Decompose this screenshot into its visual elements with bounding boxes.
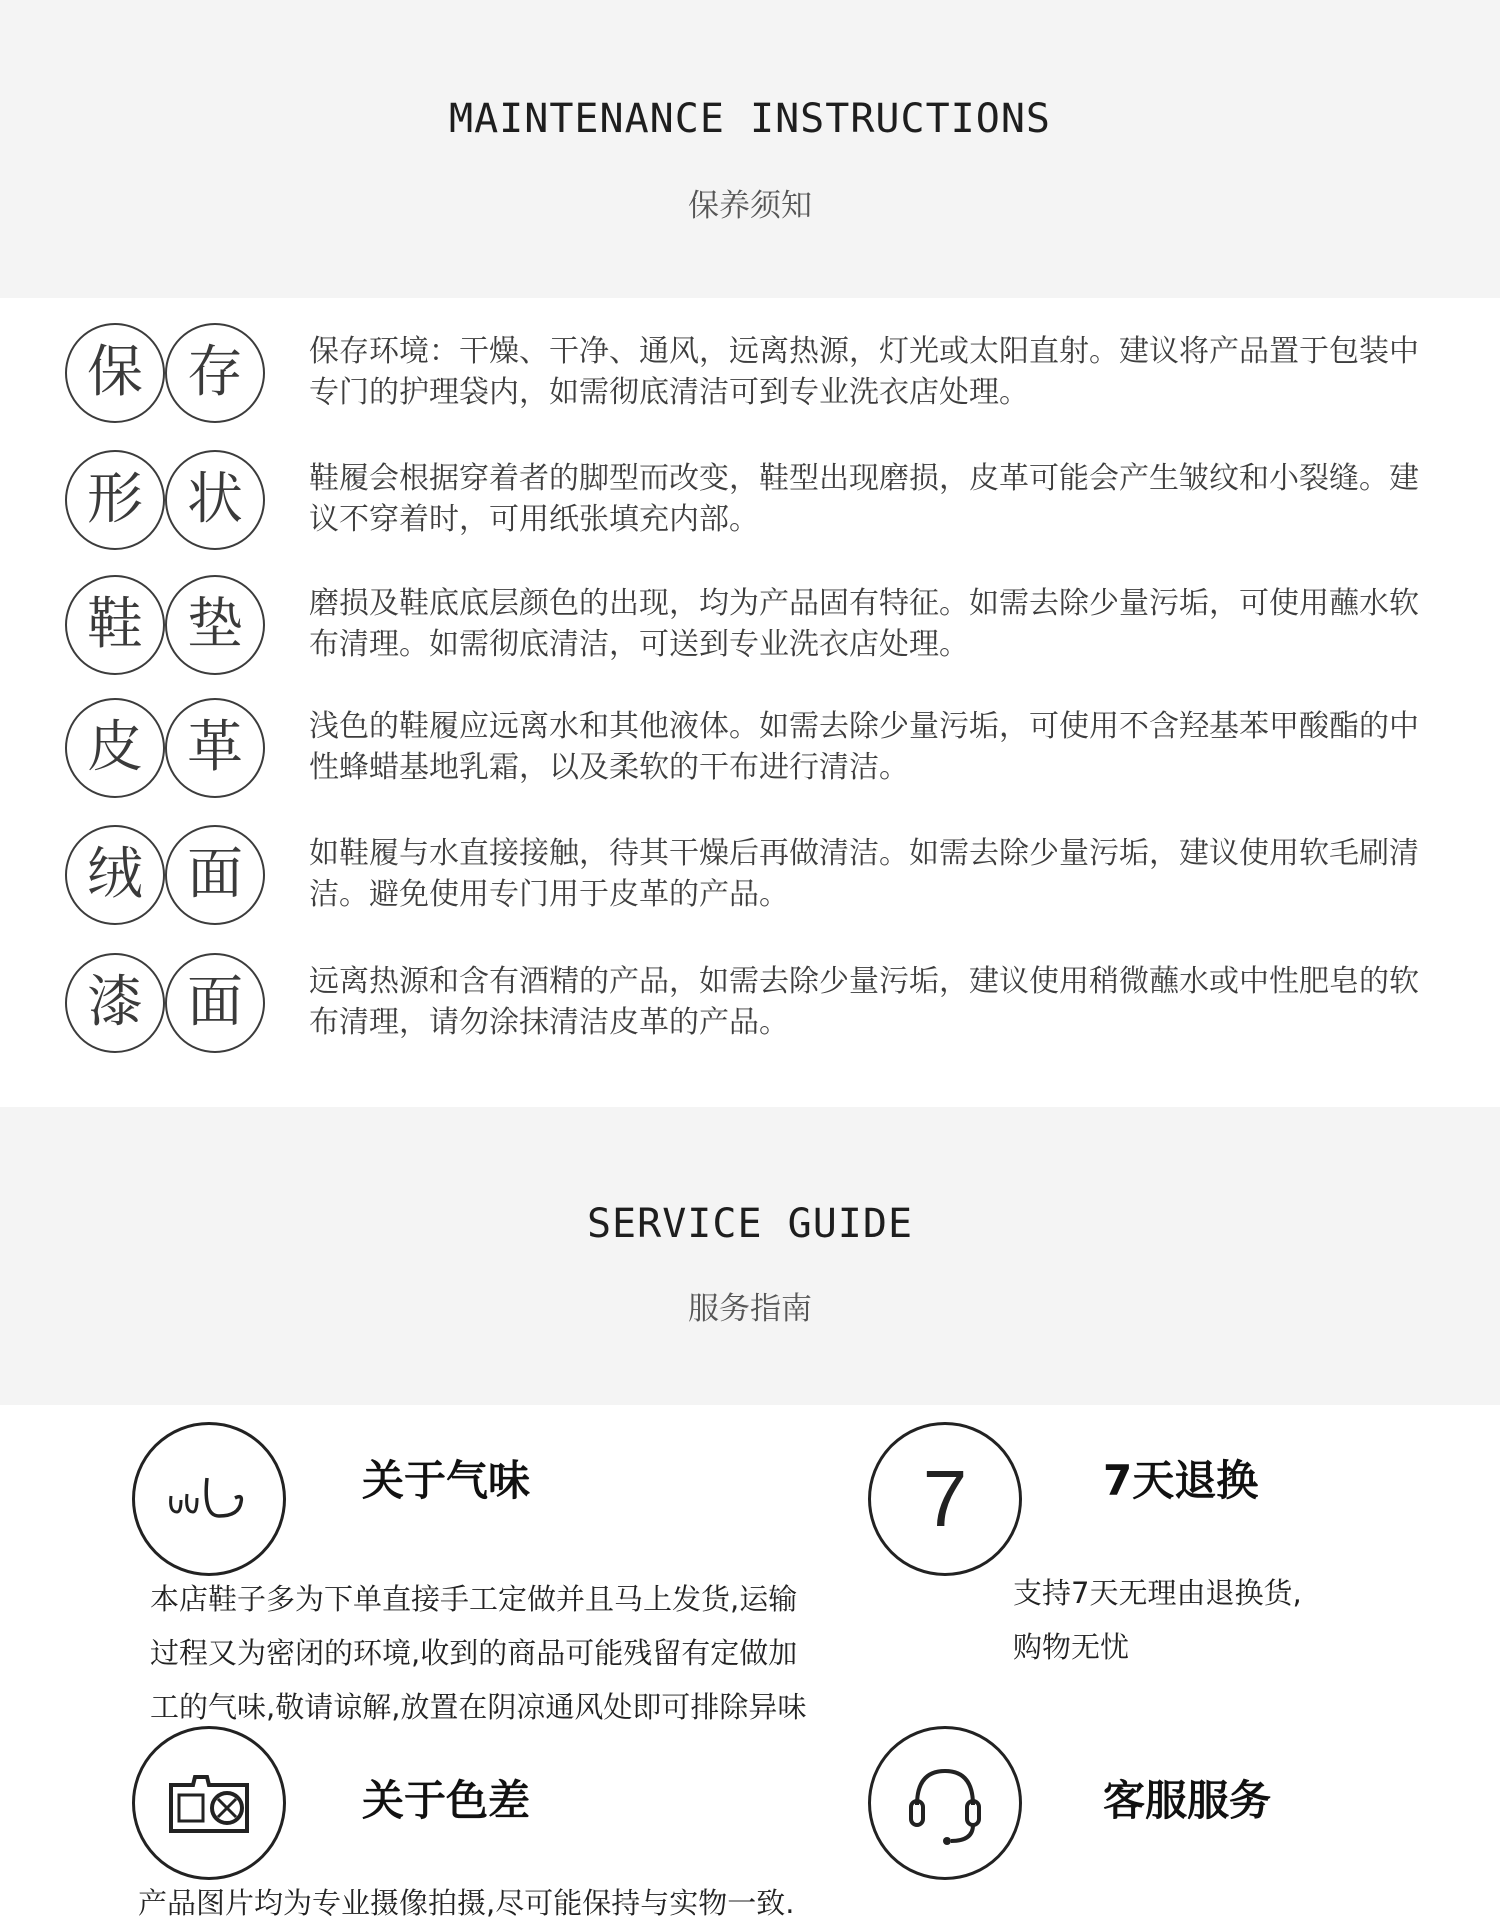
camera-icon xyxy=(132,1726,286,1880)
badge-char: 形 xyxy=(65,450,165,550)
badge-char: 革 xyxy=(165,698,265,798)
odor-text xyxy=(150,1572,870,1734)
maintenance-text: 浅色的鞋履应远离水和其他液体。如需去除少量污垢，可使用不含羟基苯甲酸酯的中性蜂蜡基地乳霜，以及柔软的干布进行清洁。 xyxy=(309,709,1419,785)
returns-title: 7天退换 xyxy=(1103,1456,1259,1505)
maintenance-text: 保存环境：干燥、干净、通风，远离热源，灯光或太阳直射。建议将产品置于包装中专门的护理袋内，如需彻底清洁可到专业洗衣店处理。 xyxy=(309,334,1419,410)
badge-char: 保 xyxy=(65,323,165,423)
maintenance-item-leather xyxy=(65,688,1465,808)
seven-day-icon xyxy=(868,1422,1022,1576)
color-line: 产品图片均为专业摄像拍摄,尽可能保持与实物一致. xyxy=(138,1886,795,1920)
badge-char: 漆 xyxy=(65,953,165,1053)
suede-badge xyxy=(65,815,270,935)
odor-title: 关于气味 xyxy=(362,1456,531,1505)
returns-line: 支持7天无理由退换货, xyxy=(1013,1576,1302,1610)
badge-char: 存 xyxy=(165,323,265,423)
service-title-cn: 服务指南 xyxy=(688,1291,812,1327)
odor-line: 过程又为密闭的环境,收到的商品可能残留有定做加 xyxy=(150,1636,798,1670)
service-header xyxy=(0,1107,1500,1405)
leather-badge xyxy=(65,688,270,808)
maintenance-item-insole xyxy=(65,565,1465,685)
maintenance-title-en: MAINTENANCE INSTRUCTIONS xyxy=(449,96,1051,142)
odor-line: 本店鞋子多为下单直接手工定做并且马上发货,运输 xyxy=(150,1582,798,1616)
maintenance-text: 远离热源和含有酒精的产品，如需去除少量污垢，建议使用稍微蘸水或中性肥皂的软布清理，请勿涂抹清洁皮革的产品。 xyxy=(309,964,1419,1040)
headset-icon xyxy=(868,1726,1022,1880)
insole-badge xyxy=(65,565,270,685)
maintenance-item-storage xyxy=(65,313,1465,433)
headset-glyph xyxy=(895,1753,995,1853)
returns-text xyxy=(1013,1566,1433,1674)
maintenance-header xyxy=(0,0,1500,298)
badge-char: 鞋 xyxy=(65,575,165,675)
maintenance-item-patent xyxy=(65,943,1465,1063)
color-title: 关于色差 xyxy=(362,1776,531,1825)
badge-char: 面 xyxy=(165,825,265,925)
maintenance-text: 鞋履会根据穿着者的脚型而改变，鞋型出现磨损，皮革可能会产生皱纹和小裂缝。建议不穿着时，可用纸张填充内部。 xyxy=(309,461,1419,537)
maintenance-text: 磨损及鞋底底层颜色的出现，均为产品固有特征。如需去除少量污垢，可使用蘸水软布清理。如需彻底清洁，可送到专业洗衣店处理。 xyxy=(309,586,1419,662)
badge-char: 绒 xyxy=(65,825,165,925)
badge-char: 面 xyxy=(165,953,265,1053)
maintenance-title-cn: 保养须知 xyxy=(688,188,812,224)
odor-glyph xyxy=(159,1464,259,1534)
color-text xyxy=(138,1876,898,1930)
support-title: 客服服务 xyxy=(1103,1776,1272,1825)
seven-digit: 7 xyxy=(922,1454,968,1543)
maintenance-text: 如鞋履与水直接接触，待其干燥后再做清洁。如需去除少量污垢，建议使用软毛刷清洁。避免使用专门用于皮革的产品。 xyxy=(309,836,1419,912)
returns-line: 购物无忧 xyxy=(1013,1630,1130,1664)
service-title-en: SERVICE GUIDE xyxy=(586,1201,914,1247)
odor-icon xyxy=(132,1422,286,1576)
odor-line: 工的气味,敬请谅解,放置在阴凉通风处即可排除异味 xyxy=(150,1690,807,1724)
storage-badge xyxy=(65,313,270,433)
shape-badge xyxy=(65,440,270,560)
badge-char: 垫 xyxy=(165,575,265,675)
camera-glyph xyxy=(159,1763,259,1843)
maintenance-item-shape xyxy=(65,440,1465,560)
maintenance-item-suede xyxy=(65,815,1465,935)
patent-badge xyxy=(65,943,270,1063)
badge-char: 皮 xyxy=(65,698,165,798)
badge-char: 状 xyxy=(165,450,265,550)
